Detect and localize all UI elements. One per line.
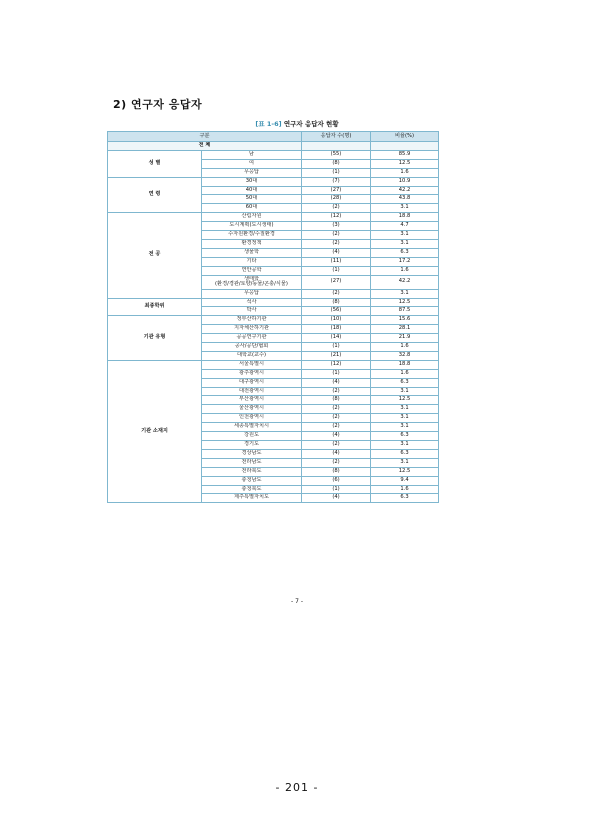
table-row	[108, 360, 439, 369]
row-label: 생태학 (환경/경관/토양/동물/곤충/식물)	[202, 275, 302, 289]
row-ratio: 1.6	[371, 343, 439, 352]
row-count: (2)	[302, 204, 371, 213]
row-count: (55)	[302, 150, 371, 159]
row-label: 제주특별자치도	[202, 494, 302, 503]
row-ratio: 28.1	[371, 325, 439, 334]
row-label: 산림자원	[202, 213, 302, 222]
row-ratio: 6.3	[371, 378, 439, 387]
row-count: (2)	[302, 239, 371, 248]
row-ratio: 3.1	[371, 405, 439, 414]
respondent-table	[107, 131, 439, 503]
row-label: 인천광역시	[202, 414, 302, 423]
row-ratio: 6.3	[371, 449, 439, 458]
row-count: (1)	[302, 485, 371, 494]
header-count: 응답자 수(명)	[302, 132, 371, 142]
row-ratio: 87.5	[371, 307, 439, 316]
row-label: 무응답	[202, 289, 302, 298]
row-count: (1)	[302, 343, 371, 352]
row-label: 경상남도	[202, 449, 302, 458]
outer-page-number: - 201 -	[275, 781, 319, 794]
row-ratio: 3.1	[371, 289, 439, 298]
row-label: 서울특별시	[202, 360, 302, 369]
row-count: (8)	[302, 396, 371, 405]
row-label: 수자원환경/수질환경	[202, 231, 302, 240]
row-label: 남	[202, 150, 302, 159]
table-caption	[0, 119, 594, 128]
row-label: 연안공학	[202, 266, 302, 275]
row-count: (8)	[302, 159, 371, 168]
row-ratio: 17.2	[371, 257, 439, 266]
row-ratio: 3.1	[371, 441, 439, 450]
row-label: 여	[202, 159, 302, 168]
row-ratio: 12.5	[371, 298, 439, 307]
row-label: 강원도	[202, 432, 302, 441]
row-label: 광주광역시	[202, 369, 302, 378]
row-ratio: 1.6	[371, 266, 439, 275]
row-count: (7)	[302, 177, 371, 186]
row-count: (4)	[302, 494, 371, 503]
row-ratio: 85.9	[371, 150, 439, 159]
table-row	[108, 177, 439, 186]
table-header-row	[108, 132, 439, 142]
group-label: 전 공	[108, 213, 202, 298]
row-count: (1)	[302, 266, 371, 275]
header-category: 구분	[108, 132, 302, 142]
row-count: (2)	[302, 441, 371, 450]
row-label: 충청북도	[202, 485, 302, 494]
row-count: (4)	[302, 449, 371, 458]
row-count: (14)	[302, 334, 371, 343]
row-label: 도시계획(도시생태)	[202, 222, 302, 231]
row-ratio: 10.9	[371, 177, 439, 186]
row-ratio: 4.7	[371, 222, 439, 231]
row-label: 공사/공단/협회	[202, 343, 302, 352]
row-count: (1)	[302, 369, 371, 378]
table-caption-title: 연구자 응답자 현황	[283, 120, 339, 128]
row-label: 생물학	[202, 248, 302, 257]
total-label: 전 체	[108, 142, 302, 151]
row-ratio: 18.8	[371, 360, 439, 369]
row-ratio: 3.1	[371, 239, 439, 248]
row-ratio: 3.1	[371, 458, 439, 467]
row-ratio: 42.2	[371, 275, 439, 289]
row-count: (4)	[302, 248, 371, 257]
row-ratio: 1.6	[371, 369, 439, 378]
row-ratio: 32.8	[371, 351, 439, 360]
row-label: 충청남도	[202, 476, 302, 485]
row-label: 30대	[202, 177, 302, 186]
row-count: (2)	[302, 289, 371, 298]
row-count: (56)	[302, 307, 371, 316]
row-count: (12)	[302, 360, 371, 369]
row-count: (2)	[302, 414, 371, 423]
row-label: 60대	[202, 204, 302, 213]
row-count: (8)	[302, 467, 371, 476]
row-ratio: 15.6	[371, 316, 439, 325]
row-ratio: 21.9	[371, 334, 439, 343]
row-label: 대구광역시	[202, 378, 302, 387]
row-count: (10)	[302, 316, 371, 325]
row-ratio: 12.5	[371, 467, 439, 476]
row-label: 지자체산하기관	[202, 325, 302, 334]
row-label: 석사	[202, 298, 302, 307]
row-ratio: 6.3	[371, 494, 439, 503]
row-label: 50대	[202, 195, 302, 204]
row-count: (11)	[302, 257, 371, 266]
row-label: 세종특별자치시	[202, 423, 302, 432]
row-label: 전라남도	[202, 458, 302, 467]
row-count: (27)	[302, 275, 371, 289]
group-label: 기관 유형	[108, 316, 202, 361]
total-count	[302, 142, 371, 151]
row-ratio: 3.1	[371, 423, 439, 432]
row-ratio: 12.5	[371, 396, 439, 405]
row-ratio: 6.3	[371, 432, 439, 441]
row-label: 울산광역시	[202, 405, 302, 414]
row-label: 정부산하기관	[202, 316, 302, 325]
row-count: (2)	[302, 231, 371, 240]
row-ratio: 3.1	[371, 204, 439, 213]
header-ratio: 비율(%)	[371, 132, 439, 142]
row-count: (18)	[302, 325, 371, 334]
row-ratio: 12.5	[371, 159, 439, 168]
row-count: (1)	[302, 168, 371, 177]
row-count: (28)	[302, 195, 371, 204]
row-count: (2)	[302, 387, 371, 396]
row-count: (2)	[302, 458, 371, 467]
row-count: (2)	[302, 423, 371, 432]
row-label: 대학교(교수)	[202, 351, 302, 360]
row-label: 대전광역시	[202, 387, 302, 396]
group-label: 연 령	[108, 177, 202, 213]
inner-page-number: - 7 -	[291, 598, 303, 605]
table-row	[108, 150, 439, 159]
row-ratio: 18.8	[371, 213, 439, 222]
row-label: 환경정책	[202, 239, 302, 248]
row-ratio: 42.2	[371, 186, 439, 195]
row-label: 부산광역시	[202, 396, 302, 405]
row-count: (6)	[302, 476, 371, 485]
row-ratio: 1.6	[371, 485, 439, 494]
row-ratio: 6.3	[371, 248, 439, 257]
row-ratio: 3.1	[371, 231, 439, 240]
table-total-row	[108, 142, 439, 151]
row-count: (12)	[302, 213, 371, 222]
table-row	[108, 298, 439, 307]
row-ratio: 3.1	[371, 387, 439, 396]
group-label: 성 별	[108, 150, 202, 177]
total-ratio	[371, 142, 439, 151]
table-row	[108, 316, 439, 325]
row-count: (27)	[302, 186, 371, 195]
table-row	[108, 213, 439, 222]
group-label: 기관 소재지	[108, 360, 202, 503]
row-count: (4)	[302, 432, 371, 441]
row-label: 40대	[202, 186, 302, 195]
group-label: 최종학위	[108, 298, 202, 316]
row-label: 경기도	[202, 441, 302, 450]
row-count: (21)	[302, 351, 371, 360]
row-count: (2)	[302, 405, 371, 414]
row-ratio: 3.1	[371, 414, 439, 423]
section-title: 2) 연구자 응답자	[113, 98, 203, 111]
row-count: (4)	[302, 378, 371, 387]
row-ratio: 1.6	[371, 168, 439, 177]
row-label: 전라북도	[202, 467, 302, 476]
row-ratio: 9.4	[371, 476, 439, 485]
table-caption-label: [표 1-6]	[255, 120, 282, 128]
row-label: 기타	[202, 257, 302, 266]
row-label: 공공연구기관	[202, 334, 302, 343]
row-count: (3)	[302, 222, 371, 231]
row-label: 무응답	[202, 168, 302, 177]
row-ratio: 43.8	[371, 195, 439, 204]
row-count: (8)	[302, 298, 371, 307]
row-label: 박사	[202, 307, 302, 316]
